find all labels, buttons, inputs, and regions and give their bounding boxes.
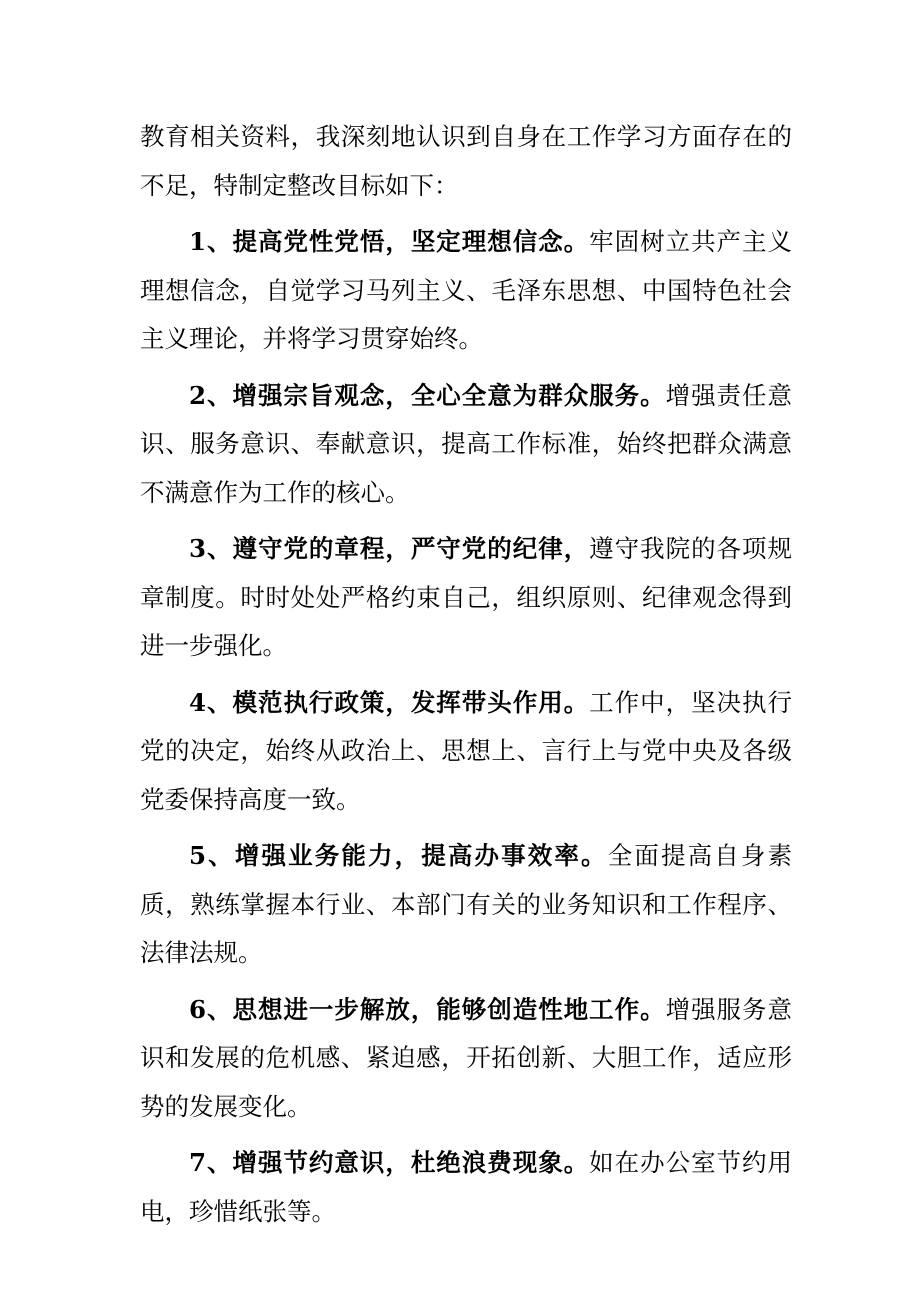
item-6-body: 增强服务意识和发展的危机感、紧迫感，开拓创新、大胆工作，适应形势的发展变化。 (140, 994, 792, 1121)
item-5-heading: 5、增强业务能力，提高办事效率。 (189, 841, 608, 870)
list-item-2 (140, 372, 792, 518)
intro-paragraph: 教育相关资料，我深刻地认识到自身在工作学习方面存在的不足，特制定整改目标如下： (140, 122, 792, 200)
list-item-5 (140, 832, 792, 978)
item-7-body: 如在办公室节约用电，珍惜纸张等。 (140, 1148, 793, 1226)
list-item-1 (140, 218, 792, 364)
list-item-4 (140, 679, 792, 825)
item-4-heading: 4、模范执行政策，发挥带头作用。 (189, 687, 590, 717)
item-2-body: 增强责任意识、服务意识、奉献意识，提高工作标准，始终把群众满意不满意作为工作的核心。 (140, 380, 792, 507)
item-3-body: 遵守我院的各项规章制度。时时处处严格约束自己，组织原则、纪律观念得到进一步强化。 (140, 534, 793, 660)
item-5-body: 全面提高自身素质，熟练掌握本行业、本部门有关的业务知识和工作程序、法律法规。 (140, 841, 793, 967)
document-body (140, 113, 792, 1244)
list-item-6 (140, 986, 792, 1132)
item-4-body: 工作中，坚决执行党的决定，始终从政治上、思想上、言行上与党中央及各级党委保持高度一致。 (140, 687, 793, 814)
item-2-heading: 2、增强宗旨观念，全心全意为群众服务。 (189, 380, 666, 410)
list-item-3 (140, 525, 792, 671)
item-3-heading: 3、遵守党的章程，严守党的纪律， (189, 534, 590, 563)
list-item-7 (140, 1139, 792, 1236)
item-7-heading: 7、增强节约意识，杜绝浪费现象。 (189, 1148, 590, 1177)
item-6-heading: 6、思想进一步解放，能够创造性地工作。 (189, 994, 666, 1024)
item-1-body: 牢固树立共产主义理想信念，自觉学习马列主义、毛泽东思想、中国特色社会主义理论，并将学习贯穿始终。 (140, 227, 793, 353)
item-1-heading: 1、提高党性党悟，坚定理想信念。 (189, 227, 590, 256)
